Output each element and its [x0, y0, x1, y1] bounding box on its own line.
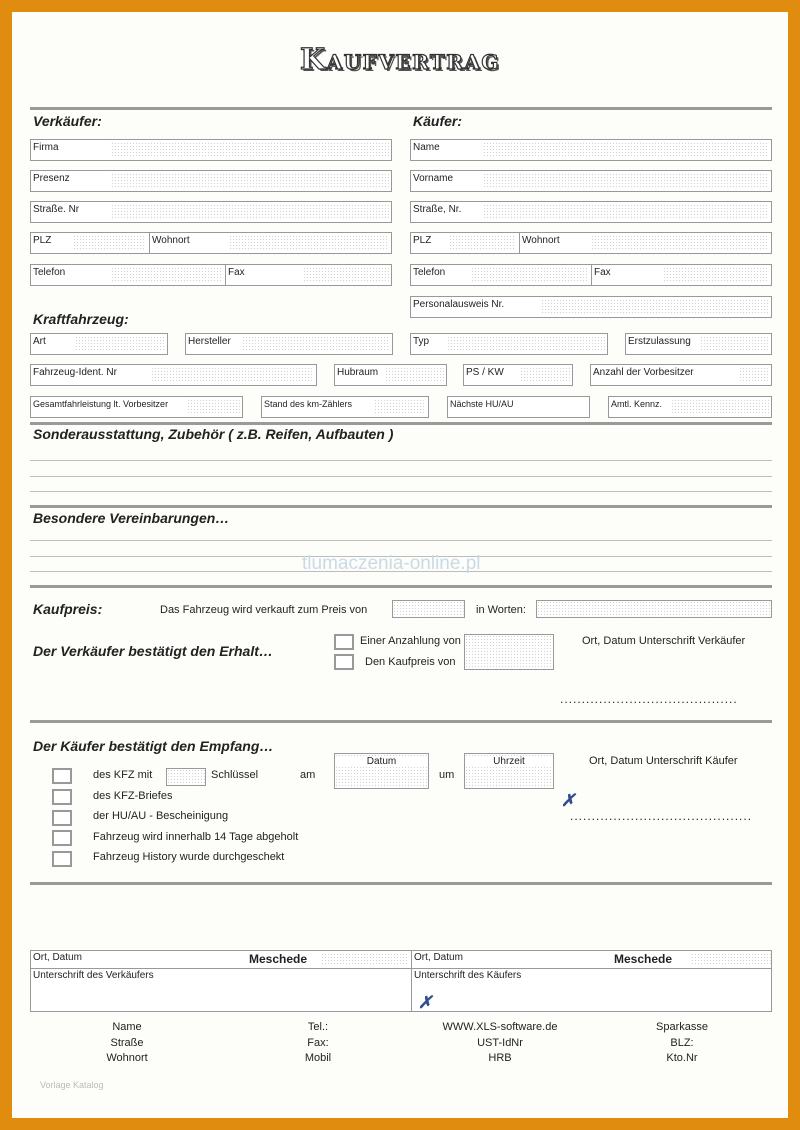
- inspection-cert-checkbox[interactable]: [52, 810, 72, 826]
- seller-place-value: Meschede: [249, 952, 308, 966]
- watermark: tlumaczenia-online.pl: [302, 553, 481, 574]
- divider: [30, 505, 772, 508]
- field-label: Stand des km-Zählers: [264, 399, 353, 409]
- vehicle-odometer-field[interactable]: [261, 396, 429, 418]
- field-label: Wohnort: [152, 235, 190, 246]
- field-label: Firma: [33, 142, 59, 153]
- divider: [30, 107, 772, 110]
- price-text: Das Fahrzeug wird verkauft zum Preis von: [160, 604, 368, 616]
- field-label: Anzahl der Vorbesitzer: [593, 367, 694, 378]
- field-label: Hersteller: [188, 336, 231, 347]
- field-label: Fax: [228, 267, 245, 278]
- buyer-signature-label: Ort, Datum Unterschrift Käufer: [589, 755, 738, 767]
- keys-count-input[interactable]: [166, 768, 206, 786]
- footer-vat: UST-IdNr: [477, 1037, 523, 1049]
- date-label: Datum: [335, 756, 428, 767]
- field-label: PS / KW: [466, 367, 504, 378]
- vehicle-vin-field[interactable]: [30, 364, 317, 386]
- field-label: Straße. Nr: [33, 204, 80, 215]
- footer-blz: BLZ:: [670, 1037, 694, 1049]
- field-label: Hubraum: [337, 367, 379, 378]
- history-label: Fahrzeug History wurde durchgeschekt: [93, 851, 285, 863]
- field-label: Gesamtfahrleistung lt. Vorbesitzer: [33, 399, 169, 409]
- footer-account: Kto.Nr: [666, 1052, 698, 1064]
- seller-confirms-heading: Der Verkäufer bestätigt den Erhalt…: [33, 643, 273, 659]
- writing-line[interactable]: [30, 476, 772, 477]
- purchase-price-checkbox[interactable]: [334, 654, 354, 670]
- seller-signature-label: Ort, Datum Unterschrift Verkäufer: [582, 635, 746, 647]
- car-keys-label: des KFZ mit: [93, 769, 153, 781]
- received-amount-input[interactable]: [464, 634, 554, 670]
- buyer-place-value: Meschede: [614, 952, 673, 966]
- field-label: Erstzulassung: [628, 336, 691, 347]
- handover-date-input[interactable]: [334, 753, 429, 789]
- seller-phone-fax-field[interactable]: [30, 264, 392, 286]
- field-label: Vorname: [413, 173, 454, 184]
- price-words-label: in Worten:: [476, 604, 526, 616]
- footer-city: Wohnort: [106, 1052, 148, 1064]
- price-heading: Kaufpreis:: [33, 601, 103, 617]
- vehicle-registration-field[interactable]: [625, 333, 772, 355]
- pickup-checkbox[interactable]: [52, 830, 72, 846]
- pickup-label: Fahrzeug wird innerhalb 14 Tage abgeholt: [93, 831, 299, 843]
- field-label: Fax: [594, 267, 611, 278]
- field-label: Presenz: [33, 173, 70, 184]
- footer-mobile: Mobil: [304, 1052, 332, 1064]
- registration-doc-checkbox[interactable]: [52, 789, 72, 805]
- writing-line[interactable]: [30, 491, 772, 492]
- vehicle-owners-field[interactable]: [590, 364, 772, 386]
- footer-phone: Tel.:: [307, 1021, 329, 1033]
- buyer-heading: Käufer:: [413, 113, 463, 129]
- field-label: PLZ: [413, 235, 432, 246]
- buyer-phone-fax-field[interactable]: [410, 264, 772, 286]
- seller-street-field[interactable]: [30, 201, 392, 223]
- buyer-id-field[interactable]: [410, 296, 772, 318]
- buyer-place-date-label: Ort, Datum: [414, 952, 463, 963]
- buyer-signature-line[interactable]: ..........................................: [570, 809, 753, 823]
- field-label: Straße, Nr.: [413, 204, 462, 215]
- field-label: Art: [33, 336, 46, 347]
- footer-website: WWW.XLS-software.de: [442, 1021, 558, 1033]
- field-label: Telefon: [33, 267, 66, 278]
- at-label: am: [300, 769, 316, 781]
- field-label: Telefon: [413, 267, 446, 278]
- vehicle-displacement-field[interactable]: [334, 364, 447, 386]
- writing-line[interactable]: [30, 460, 772, 461]
- vehicle-power-field[interactable]: [463, 364, 573, 386]
- signature-x-icon: ✗: [561, 791, 576, 810]
- seller-signature-area[interactable]: [31, 969, 411, 1011]
- vehicle-plate-field[interactable]: [608, 396, 772, 418]
- agreements-heading: Besondere Vereinbarungen…: [33, 510, 230, 526]
- field-label: Amtl. Kennz.: [611, 399, 663, 409]
- seller-place-date-label: Ort, Datum: [33, 952, 82, 963]
- field-label: Typ: [413, 336, 430, 347]
- divider: [30, 585, 772, 588]
- deposit-checkbox[interactable]: [334, 634, 354, 650]
- extras-heading: Sonderausstattung, Zubehör ( z.B. Reifen, Aufbauten ): [33, 426, 394, 442]
- buyer-name-field[interactable]: [410, 139, 772, 161]
- footer-name: Name: [112, 1021, 142, 1033]
- vorlage-watermark: Vorlage Katalog: [40, 1080, 104, 1090]
- field-label: Name: [413, 142, 440, 153]
- vehicle-inspection-field[interactable]: [447, 396, 590, 418]
- seller-presence-field[interactable]: [30, 170, 392, 192]
- history-checkbox[interactable]: [52, 851, 72, 867]
- field-label: Nächste HU/AU: [450, 399, 514, 409]
- buyer-firstname-field[interactable]: [410, 170, 772, 192]
- buyer-zip-city-field[interactable]: [410, 232, 772, 254]
- handover-time-input[interactable]: [464, 753, 554, 789]
- buyer-signature-area[interactable]: [412, 969, 771, 1011]
- divider: [30, 720, 772, 723]
- footer-register: HRB: [488, 1052, 512, 1064]
- field-label: Personalausweis Nr.: [413, 299, 505, 310]
- seller-heading: Verkäufer:: [33, 113, 102, 129]
- signature-table: [30, 950, 772, 1012]
- field-label: Wohnort: [522, 235, 560, 246]
- contract-sheet: [12, 12, 788, 1118]
- document-title: Kaufvertrag: [300, 42, 500, 76]
- inspection-cert-label: der HU/AU - Bescheinigung: [93, 810, 229, 822]
- seller-signature-caption: Unterschrift des Verkäufers: [33, 970, 154, 981]
- footer-fax: Fax:: [307, 1037, 329, 1049]
- signature-x-icon: ✗: [418, 993, 433, 1012]
- keys-label: Schlüssel: [211, 769, 259, 781]
- time-label: Uhrzeit: [465, 756, 553, 767]
- buyer-signature-caption: Unterschrift des Käufers: [414, 970, 522, 981]
- divider: [30, 422, 772, 425]
- seller-zip-city-field[interactable]: [30, 232, 392, 254]
- price-amount-input[interactable]: [392, 600, 465, 618]
- footer-street: Straße: [110, 1037, 144, 1049]
- seller-company-field[interactable]: [30, 139, 392, 161]
- vehicle-model-field[interactable]: [410, 333, 608, 355]
- vehicle-heading: Kraftfahrzeug:: [33, 311, 129, 327]
- field-label: PLZ: [33, 235, 52, 246]
- time-prefix-label: um: [439, 769, 455, 781]
- buyer-place-fill[interactable]: [691, 953, 771, 966]
- divider: [30, 882, 772, 885]
- car-keys-checkbox[interactable]: [52, 768, 72, 784]
- vehicle-mileage-field[interactable]: [30, 396, 243, 418]
- deposit-label: Einer Anzahlung von: [360, 635, 461, 647]
- vehicle-manufacturer-field[interactable]: [185, 333, 393, 355]
- footer-bank: Sparkasse: [656, 1021, 708, 1033]
- purchase-price-label: Den Kaufpreis von: [365, 656, 456, 668]
- buyer-street-field[interactable]: [410, 201, 772, 223]
- seller-place-fill[interactable]: [321, 953, 409, 966]
- writing-line[interactable]: [30, 540, 772, 541]
- buyer-confirms-heading: Der Käufer bestätigt den Empfang…: [33, 738, 274, 754]
- price-words-input[interactable]: [536, 600, 772, 618]
- field-label: Fahrzeug-Ident. Nr: [33, 367, 117, 378]
- vehicle-type-field[interactable]: [30, 333, 168, 355]
- seller-signature-line[interactable]: .........................................: [560, 692, 738, 706]
- registration-doc-label: des KFZ-Briefes: [93, 790, 173, 802]
